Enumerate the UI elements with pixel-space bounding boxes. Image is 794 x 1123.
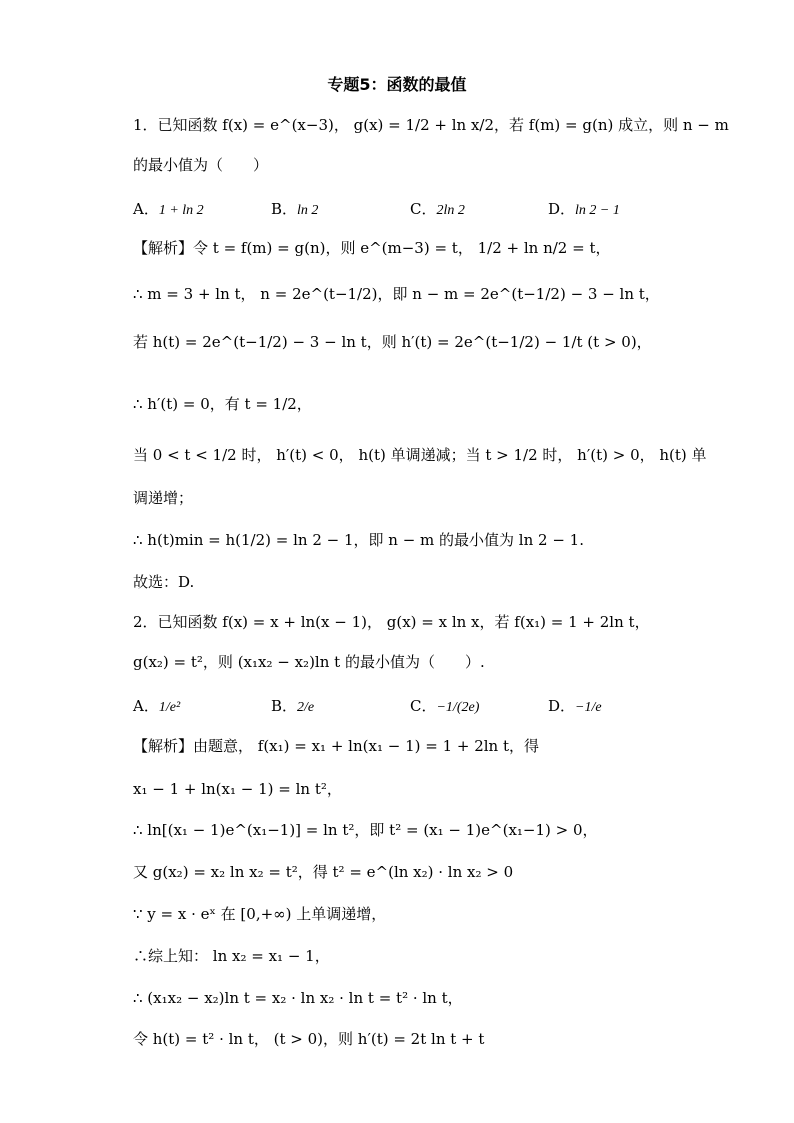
- q1-stem-line2: 的最小值为（ ）: [133, 156, 269, 174]
- q2-option-c: [410, 695, 479, 716]
- q2-option-c-text: −1/(2e): [436, 700, 480, 715]
- q1-option-b: [271, 198, 318, 219]
- q2-stem-line1: 2．已知函数 f(x) = x + ln(x − 1)， g(x) = x ln x，若 f(x₁) = 1 + 2ln t，: [133, 613, 650, 631]
- q2-option-d: [548, 695, 602, 716]
- q1-option-c-text: 2ln 2: [436, 203, 465, 218]
- q1-solution-line7: ∴ h(t)min = h(1/2) = ln 2 − 1，即 n − m 的最小值为 ln 2 − 1.: [133, 531, 584, 549]
- q1-option-c-label: C．: [410, 200, 437, 218]
- q2-stem-line2: g(x₂) = t²，则 (x₁x₂ − x₂)ln t 的最小值为（ ）.: [133, 653, 485, 671]
- q1-option-d-text: ln 2 − 1: [575, 203, 620, 218]
- q1-option-d: [548, 198, 620, 219]
- q2-solution-line4: 又 g(x₂) = x₂ ln x₂ = t²，得 t² = e^(ln x₂) · ln x₂ > 0: [133, 863, 514, 881]
- q2-option-a-text: 1/e²: [158, 700, 181, 715]
- q1-option-d-label: D．: [548, 200, 576, 218]
- q1-solution-line2: ∴ m = 3 + ln t， n = 2e^(t−1/2)，即 n − m = 2e^(t−1/2) − 3 − ln t，: [133, 285, 660, 303]
- q1-solution-line5: 当 0 < t < 1/2 时， h′(t) < 0， h(t) 单调递减；当 t > 1/2 时， h′(t) > 0， h(t) 单: [133, 446, 707, 464]
- q1-solution-line1: 【解析】令 t = f(m) = g(n)，则 e^(m−3) = t， 1/2 + ln n/2 = t，: [133, 239, 611, 257]
- q1-option-b-text: ln 2: [297, 203, 319, 218]
- q2-solution-line2: x₁ − 1 + ln(x₁ − 1) = ln t²，: [133, 780, 342, 798]
- q2-option-c-label: C．: [410, 697, 437, 715]
- q2-option-d-text: −1/e: [575, 700, 602, 715]
- q2-solution-line6: ∴综上知： ln x₂ = x₁ − 1，: [133, 947, 330, 965]
- q1-option-a: [133, 198, 204, 219]
- q2-option-b-label: B．: [271, 697, 298, 715]
- q1-solution-line4: ∴ h′(t) = 0，有 t = 1/2，: [133, 395, 312, 413]
- q2-solution-line3: ∴ ln[(x₁ − 1)e^(x₁−1)] = ln t²，即 t² = (x₁ − 1)e^(x₁−1) > 0，: [133, 821, 598, 839]
- q2-option-d-label: D．: [548, 697, 576, 715]
- q1-option-a-text: 1 + ln 2: [158, 203, 204, 218]
- page-title: 专题5：函数的最值: [327, 75, 467, 94]
- q2-option-b: [271, 695, 314, 716]
- q1-stem-line1: 1．已知函数 f(x) = e^(x−3)， g(x) = 1/2 + ln x/2，若 f(m) = g(n) 成立，则 n − m: [133, 116, 729, 134]
- q1-option-a-label: A．: [133, 200, 159, 218]
- q1-option-c: [410, 198, 465, 219]
- q2-option-a-label: A．: [133, 697, 159, 715]
- q1-option-b-label: B．: [271, 200, 298, 218]
- q1-solution-line3: 若 h(t) = 2e^(t−1/2) − 3 − ln t，则 h′(t) = 2e^(t−1/2) − 1/t (t > 0)，: [133, 333, 652, 351]
- q1-solution-line6: 调递增；: [133, 489, 194, 507]
- q2-solution-line7: ∴ (x₁x₂ − x₂)ln t = x₂ · ln x₂ · ln t = t² · ln t，: [133, 989, 463, 1007]
- q2-solution-line1: 【解析】由题意， f(x₁) = x₁ + ln(x₁ − 1) = 1 + 2ln t，得: [133, 737, 540, 755]
- q1-solution-line8: 故选：D.: [133, 573, 195, 591]
- q2-option-a: [133, 695, 180, 716]
- q2-solution-line8: 令 h(t) = t² · ln t， (t > 0)，则 h′(t) = 2t ln t + t: [133, 1030, 485, 1048]
- q2-solution-line5: ∵ y = x · eˣ 在 [0,+∞) 上单调递增，: [133, 905, 387, 923]
- q2-option-b-text: 2/e: [297, 700, 315, 715]
